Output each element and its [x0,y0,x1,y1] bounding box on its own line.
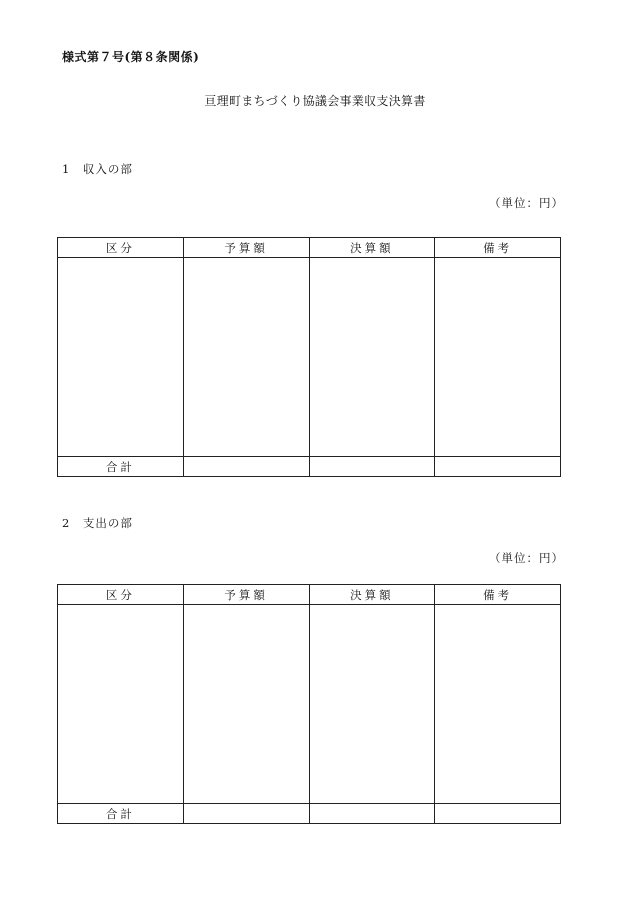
expenditure-category-cell[interactable] [58,605,184,804]
income-total-budget-cell[interactable] [183,457,309,477]
expenditure-total-budget-cell[interactable] [183,804,309,824]
column-header-budget: 予算額 [183,238,309,258]
column-header-category: 区分 [58,238,184,258]
income-settlement-cell[interactable] [309,258,435,457]
column-header-remarks: 備考 [435,238,561,258]
income-remarks-cell[interactable] [435,258,561,457]
column-header-remarks: 備考 [435,585,561,605]
income-body-row [58,258,561,457]
column-header-budget: 予算額 [183,585,309,605]
income-section-heading: 1 収入の部 [62,162,133,176]
income-total-settlement-cell[interactable] [309,457,435,477]
income-budget-cell[interactable] [183,258,309,457]
expenditure-section-heading: 2 支出の部 [62,516,133,530]
expenditure-total-remarks-cell[interactable] [435,804,561,824]
expenditure-total-settlement-cell[interactable] [309,804,435,824]
expenditure-budget-cell[interactable] [183,605,309,804]
column-header-settlement: 決算額 [309,238,435,258]
expenditure-table [57,584,561,824]
income-total-remarks-cell[interactable] [435,457,561,477]
expenditure-total-label: 合計 [58,804,184,824]
column-header-category: 区分 [58,585,184,605]
expenditure-settlement-cell[interactable] [309,605,435,804]
income-total-row [58,457,561,477]
column-header-settlement: 決算額 [309,585,435,605]
expenditure-total-row [58,804,561,824]
income-table [57,237,561,477]
expenditure-remarks-cell[interactable] [435,605,561,804]
form-number: 様式第７号(第８条関係) [62,50,200,64]
expenditure-header-row [58,585,561,605]
income-total-label: 合計 [58,457,184,477]
document-title: 亘理町まちづくり協議会事業収支決算書 [204,94,426,108]
expenditure-body-row [58,605,561,804]
income-category-cell[interactable] [58,258,184,457]
income-header-row [58,238,561,258]
expenditure-unit-label: （単位：円） [489,551,564,565]
income-unit-label: （単位：円） [489,196,564,210]
